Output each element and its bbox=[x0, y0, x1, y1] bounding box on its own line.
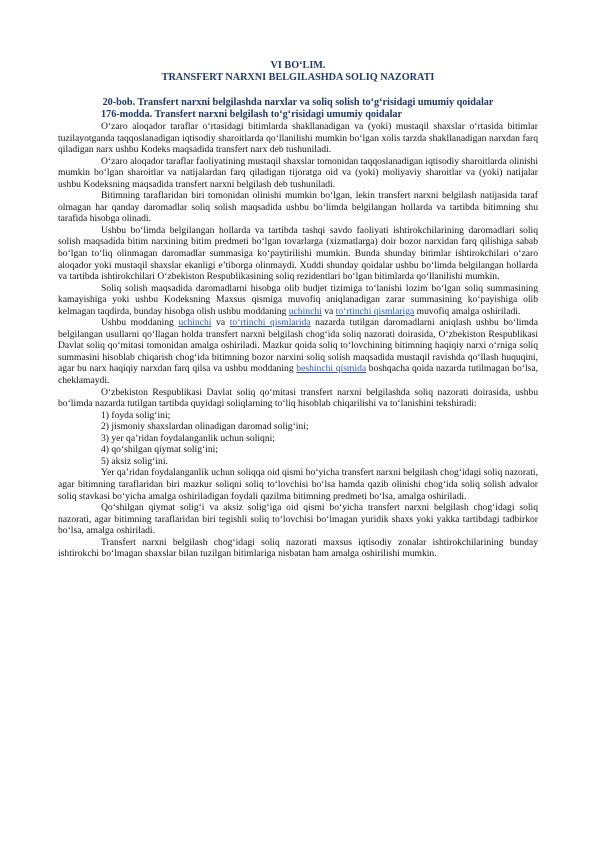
paragraph-7: O‘zbekiston Respublikasi Davlat soliq qo‘mitasi transfert narxni belgilashda soliq nazorati doirasida, ushbu bo‘limda nazarda tutilgan tartibda quyidagi soliqlarning to‘liq hisoblab chiqarilishi va to‘lanishini tekshiradi: bbox=[58, 386, 538, 410]
list-item: 5) aksiz solig‘ini. bbox=[101, 455, 168, 467]
article-heading: 176-modda. Transfert narxni belgilash to‘g‘risidagi umumiy qoidalar bbox=[101, 109, 403, 120]
section-title: VI BO‘LIM. bbox=[270, 60, 326, 71]
link-uchinchi[interactable]: uchinchi bbox=[288, 305, 322, 317]
link-tortinchi-qismlarida[interactable]: to‘rtinchi qismlarida bbox=[229, 317, 311, 329]
paragraph-5-text-b: va bbox=[321, 305, 336, 317]
paragraph-6-text-c: nazarda tutilgan daromadlarni aniqlash ushbu bo‘limda belgilangan usullarni qo‘llagan holda transfert narxni belgilash chog‘ida soliq nazorati doirasida, O‘zbekiston Respublikasi Davlat soliq qo‘mitasi tomonidan amalga oshiriladi. Mazkur qoida soliq to‘lovchining bitimning haqiqiy narxi o‘rniga soliq summasini hisoblab chiqarish chog‘ida bitimning bozor narxini soliq solish maqsadida mustaqil ravishda qo‘llash huquqini, agar bu narx haqiqiy narxdan farq qilsa va ushbu moddaning bbox=[58, 317, 538, 375]
list-item: 3) yer qa’ridan foydalanganlik uchun soliqni; bbox=[101, 432, 275, 444]
chapter-heading: 20-bob. Transfert narxni belgilashda narxlar va soliq solish to‘g‘risidagi umumiy qoidalar bbox=[102, 97, 494, 108]
link-beshinchi-qismida[interactable]: beshinchi qismida bbox=[296, 363, 367, 375]
link-tortinchi-qismlariga[interactable]: to‘rtinchi qismlariga bbox=[335, 305, 415, 317]
paragraph-5-text-c: muvofiq amalga oshiriladi. bbox=[414, 305, 521, 317]
paragraph-10: Transfert narxni belgilash chog‘idagi soliq nazorati maxsus iqtisodiy zonalar ishtirokchilarining bunday ishtirokchi bo‘lmagan shaxslar bilan tuzilgan bitimlariga nisbatan ham amalga oshirilishi mumkin. bbox=[58, 536, 538, 560]
paragraph-5 bbox=[58, 283, 538, 318]
paragraph-6 bbox=[58, 317, 538, 386]
paragraph-1: O‘zaro aloqador taraflar o‘rtasidagi bitimlarda shakllanadigan va (yoki) mustaqil shaxslar o‘rtasida bitimlar tuzilayotganda taqqoslanadigan iqtisodiy sharoitlarda qo‘llanilishi mumkin bo‘lgan xolis tarzda shakllanadigan narxdan farq qiladigan narx ushbu Kodeks maqsadida transfert narx deb tushuniladi. bbox=[58, 121, 538, 156]
paragraph-6-text-a: Ushbu moddaning bbox=[101, 317, 179, 329]
paragraph-2: O‘zaro aloqador taraflar faoliyatining mustaqil shaxslar tomonidan taqqoslanadigan iqtisodiy sharoitlarda olinishi mumkin bo‘lgan sharoitlar va natijalardan farq qiladigan tijoratga oid va (yoki) moliyaviy sharoitlar va (yoki) natijalar ushbu Kodeksning maqsadida transfert narxni belgilash deb tushuniladi. bbox=[58, 155, 538, 190]
paragraph-3: Bitimning taraflaridan biri tomonidan olinishi mumkin bo‘lgan, lekin transfert narxni belgilash natijasida taraf olmagan har qanday daromadlar soliq solish maqsadida ushbu bo‘limda belgilangan hollarda va tartibda bitimning shu tarafida hisobga olinadi. bbox=[58, 190, 538, 225]
list-item: 1) foyda solig‘ini; bbox=[101, 409, 171, 421]
paragraph-4: Ushbu bo‘limda belgilangan hollarda va tartibda tashqi savdo faoliyati ishtirokchilarining daromadlari soliq solish maqsadida bitim narxining bitim predmeti bo‘lgan tovarlarga (xizmatlarga) doir bozor narxidan farq qilishiga sabab bo‘lgan to‘liq olinmagan daromadlar summasiga ko‘paytirilishi mumkin. Bunda shunday bitimlar ishtirokchilari o‘zaro aloqador yoki mustaqil shaxslar ekanligi e’tiborga olinmaydi. Xuddi shunday qoidalar ushbu bo‘limda belgilangan hollarda va tartibda ishtirokchilari O‘zbekiston Respublikasining soliq rezidentlari bo‘lgan bitimlarda qo‘llanilishi mumkin. bbox=[58, 224, 538, 283]
paragraph-9: Qo‘shilgan qiymat solig‘i va aksiz solig‘iga oid qismi bo‘yicha transfert narxni belgilash chog‘idagi soliq nazorati, agar bitimning taraflaridan biri tegishli soliq to‘lovchisi bo‘lmagan yuridik shaxs yoki yakka tartibdagi tadbirkor bo‘lsa, amalga oshiriladi. bbox=[58, 502, 538, 537]
list-item: 4) qo‘shilgan qiymat solig‘ini; bbox=[101, 444, 218, 456]
paragraph-5-text-a: Soliq solish maqsadida daromadlarni hisobga olib budjet tizimiga to‘lanishi lozim bo‘lgan soliq summasining kamayishiga yoki ushbu Kodeksning Maxsus qismiga muvofiq aniqlanadigan zarar summasining ko‘payishiga olib kelmagan taqdirda, bunday hisobga olish ushbu moddaning bbox=[58, 282, 538, 317]
link-uchinchi-2[interactable]: uchinchi bbox=[178, 317, 212, 329]
document-page bbox=[58, 58, 538, 560]
list-item: 2) jismoniy shaxslardan olinadigan daromad solig‘ini; bbox=[101, 421, 309, 433]
paragraph-8: Yer qa’ridan foydalanganlik uchun soliqqa oid qismi bo‘yicha transfert narxni belgilash chog‘idagi soliq nazorati, agar bitimning taraflaridan biri mazkur soliqni soliq to‘lovchisi bo‘lsa hamda qazib olinishi chog‘ida soliq solish advalor soliq stavkasi bo‘yicha amalga oshiriladigan foydali qazilma bitimning predmeti bo‘lsa, amalga oshiriladi. bbox=[58, 467, 538, 502]
paragraph-6-text-d: boshqacha qoida nazarda tutilmagan bo‘lsa, cheklamaydi. bbox=[58, 363, 539, 387]
section-subtitle: TRANSFERT NARXNI BELGILASHDA SOLIQ NAZORATI bbox=[161, 72, 435, 83]
paragraph-6-text-b: va bbox=[211, 317, 230, 329]
